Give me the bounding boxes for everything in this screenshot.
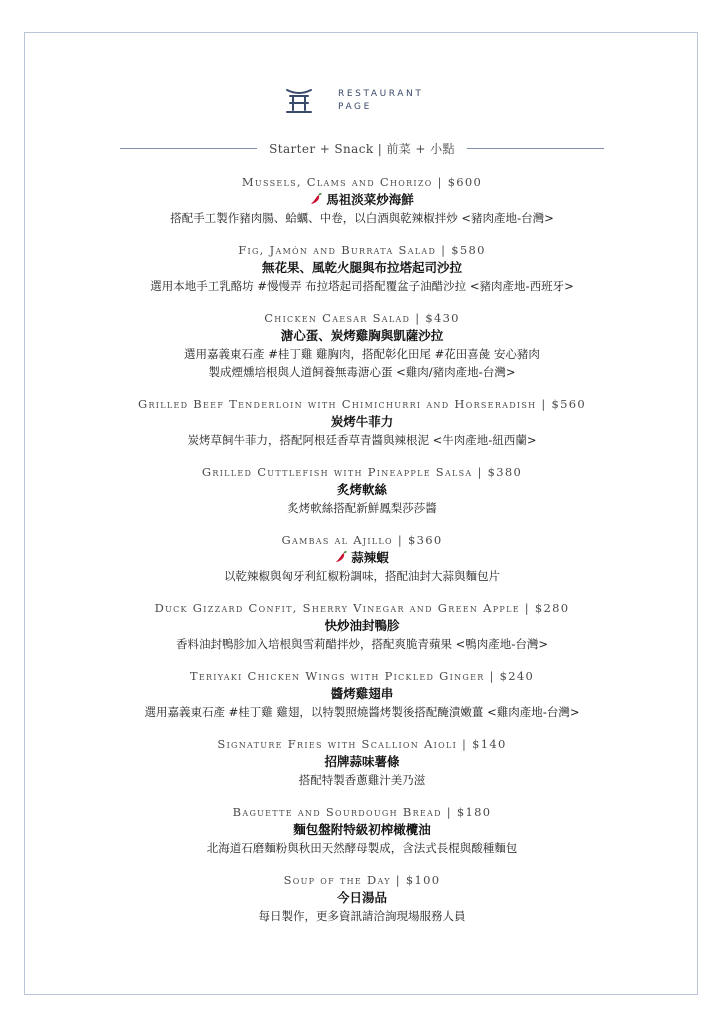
brand-line-1: RESTAURANT bbox=[338, 89, 424, 99]
restaurant-logo-icon bbox=[284, 86, 314, 116]
menu-item-name-zh-text: 今日湯品 bbox=[336, 890, 387, 905]
menu-item-name-en: Signature Fries with Scallion Aioli | $140 bbox=[217, 737, 507, 751]
menu-item-description: 炙烤軟絲搭配新鮮鳳梨莎莎醬 bbox=[287, 501, 437, 515]
menu-list bbox=[40, 174, 684, 940]
menu-item-name-zh bbox=[40, 549, 684, 567]
menu-item-description: 香料油封鴨胗加入培根與雪莉醋拌炒，搭配爽脆青蘋果 <鴨肉產地-台灣> bbox=[175, 637, 549, 651]
menu-item-name-zh bbox=[40, 685, 684, 703]
section-title: Starter + Snack | 前菜 + 小點 bbox=[269, 141, 455, 156]
menu-item-description: 以乾辣椒與匈牙利紅椒粉調味，搭配油封大蒜與麵包片 bbox=[224, 569, 500, 583]
menu-item-name-zh-text: 蒜辣蝦 bbox=[351, 550, 389, 565]
menu-item-name-zh-text: 醬烤雞翅串 bbox=[330, 686, 394, 701]
menu-item bbox=[40, 310, 684, 381]
menu-item-name-zh bbox=[40, 327, 684, 345]
menu-item-description: 搭配手工製作豬肉腸、蛤蠣、中卷，以白酒與乾辣椒拌炒 <豬肉產地-台灣> bbox=[170, 211, 554, 225]
menu-item-name-zh-text: 炭烤牛菲力 bbox=[330, 414, 394, 429]
menu-item-name-zh-text: 快炒油封鴨胗 bbox=[324, 618, 400, 633]
menu-item bbox=[40, 872, 684, 925]
menu-item-name-en: Baguette and Sourdough Bread | $180 bbox=[232, 805, 492, 819]
menu-item bbox=[40, 668, 684, 721]
menu-item bbox=[40, 804, 684, 857]
divider-right bbox=[467, 148, 604, 149]
menu-item-name-zh bbox=[40, 259, 684, 277]
menu-item bbox=[40, 532, 684, 585]
menu-item-description: 炭烤草飼牛菲力，搭配阿根廷香草青醬與辣根泥 <牛肉產地-紐西蘭> bbox=[187, 433, 537, 447]
menu-item-name-en: Grilled Beef Tenderloin with Chimichurri and Horseradish | $560 bbox=[137, 397, 587, 411]
menu-item-name-en: Gambas al Ajillo | $360 bbox=[281, 533, 443, 547]
menu-item-name-zh bbox=[40, 889, 684, 907]
menu-item bbox=[40, 600, 684, 653]
menu-item bbox=[40, 396, 684, 449]
menu-item-description: 搭配特製香蔥雞汁美乃滋 bbox=[298, 773, 426, 787]
menu-item-name-zh bbox=[40, 821, 684, 839]
divider-left bbox=[120, 148, 257, 149]
chili-pepper-icon bbox=[335, 551, 347, 563]
brand-logo bbox=[284, 84, 444, 118]
menu-item-description: 每日製作，更多資訊請洽詢現場服務人員 bbox=[258, 909, 466, 923]
brand-line-2: PAGE bbox=[338, 102, 372, 112]
menu-item-description: 選用本地手工乳酪坊 #慢慢弄 布拉塔起司搭配覆盆子油醋沙拉 <豬肉產地-西班牙> bbox=[150, 279, 574, 293]
menu-item-name-zh-text: 炙烤軟絲 bbox=[336, 482, 387, 497]
section-header bbox=[120, 139, 604, 157]
menu-item-name-zh-text: 麵包盤附特級初榨橄欖油 bbox=[293, 822, 431, 837]
menu-item-description: 選用嘉義東石產 #桂丁雞 雞胸肉，搭配彰化田尾 #花田喜彘 安心豬肉 bbox=[184, 347, 540, 361]
menu-item-name-zh bbox=[40, 617, 684, 635]
menu-item bbox=[40, 736, 684, 789]
menu-item-name-zh-text: 無花果、風乾火腿與布拉塔起司沙拉 bbox=[261, 260, 462, 275]
menu-item bbox=[40, 174, 684, 227]
menu-item-name-en: Mussels, Clams and Chorizo | $600 bbox=[241, 175, 483, 189]
menu-item-name-zh-text: 馬祖淡菜炒海鮮 bbox=[326, 192, 414, 207]
menu-item-name-en: Soup of the Day | $100 bbox=[283, 873, 441, 887]
menu-item-name-en: Grilled Cuttlefish with Pineapple Salsa | $380 bbox=[201, 465, 523, 479]
menu-item-name-zh-text: 招牌蒜味薯條 bbox=[324, 754, 400, 769]
menu-item-name-zh bbox=[40, 191, 684, 209]
menu-item-name-en: Fig, Jamón and Burrata Salad | $580 bbox=[238, 243, 486, 257]
menu-item-name-zh bbox=[40, 753, 684, 771]
menu-item bbox=[40, 464, 684, 517]
chili-pepper-icon bbox=[310, 193, 322, 205]
menu-item-description: 選用嘉義東石產 #桂丁雞 雞翅，以特製照燒醬烤製後搭配醃漬嫩薑 <雞肉產地-台灣> bbox=[144, 705, 580, 719]
menu-item-name-zh bbox=[40, 481, 684, 499]
menu-item-name-zh-text: 溏心蛋、炭烤雞胸與凱薩沙拉 bbox=[280, 328, 444, 343]
menu-item-description: 製成煙燻培根與人道飼養無毒溏心蛋 <雞肉/豬肉產地-台灣> bbox=[208, 365, 516, 379]
menu-item-name-en: Chicken Caesar Salad | $430 bbox=[264, 311, 460, 325]
menu-item-name-en: Teriyaki Chicken Wings with Pickled Ginger | $240 bbox=[189, 669, 535, 683]
menu-item-name-en: Duck Gizzard Confit, Sherry Vinegar and Green Apple | $280 bbox=[154, 601, 570, 615]
menu-item-description: 北海道石磨麵粉與秋田天然酵母製成，含法式長棍與酸種麵包 bbox=[206, 841, 518, 855]
menu-item-name-zh bbox=[40, 413, 684, 431]
menu-item bbox=[40, 242, 684, 295]
